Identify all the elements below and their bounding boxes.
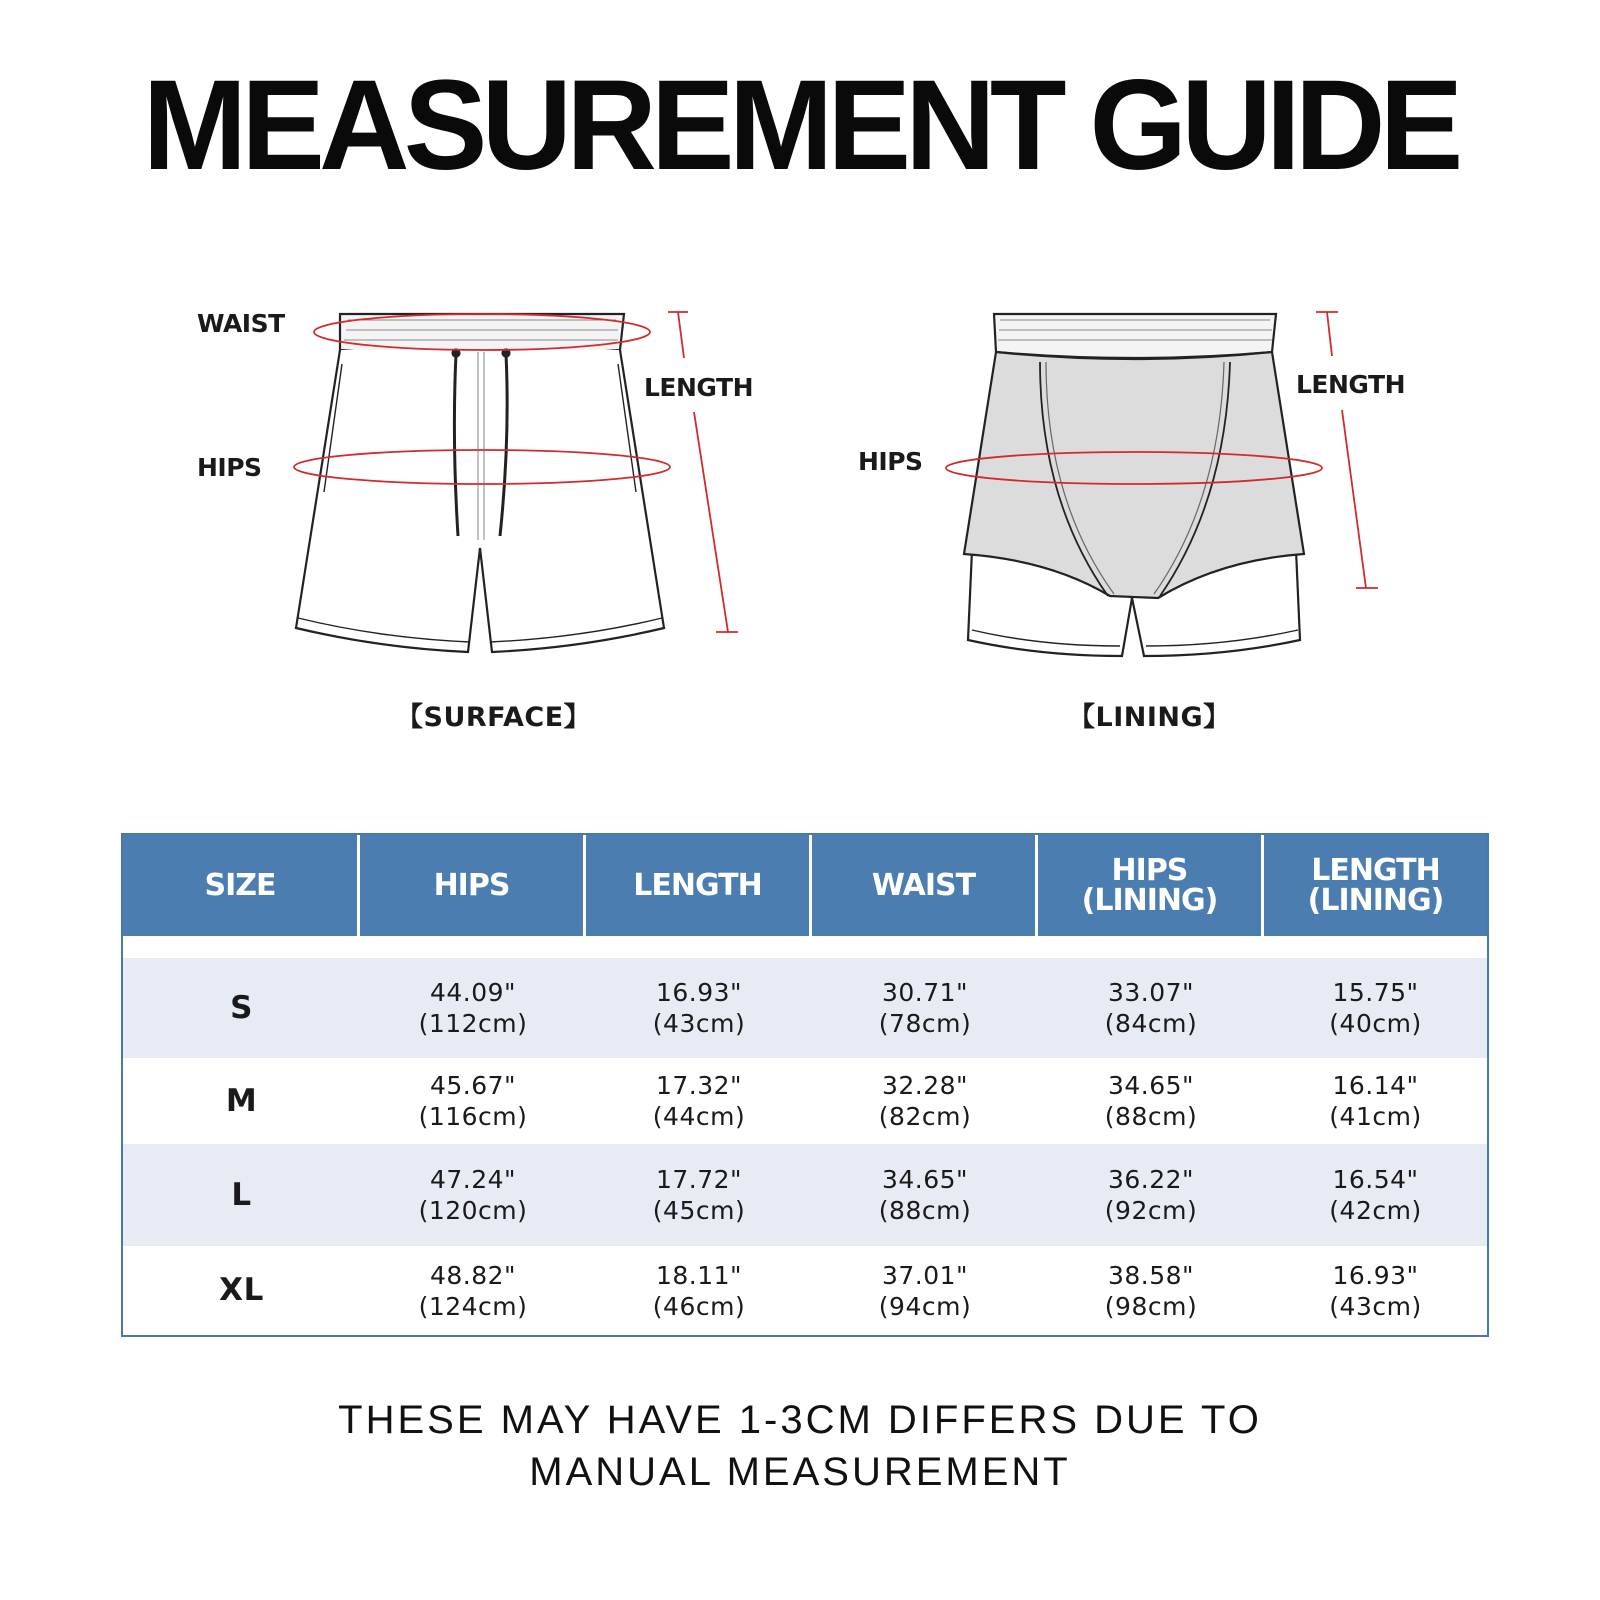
hips-lining-cell: 34.65" (88cm) — [1104, 1071, 1198, 1131]
table-row — [123, 1058, 1487, 1144]
hips-cell: 48.82" (124cm) — [418, 1260, 528, 1321]
header-size: SIZE — [123, 835, 360, 936]
length-lining-cell: 16.54" (42cm) — [1329, 1165, 1422, 1225]
header-length-lining: LENGTH (LINING) — [1307, 852, 1444, 918]
hips-cell: 45.67" (116cm) — [418, 1071, 528, 1131]
header-hips: HIPS — [360, 835, 586, 936]
waist-cell: 34.65" (88cm) — [878, 1165, 972, 1225]
length-cell: 16.93" (43cm) — [652, 978, 746, 1038]
waist-label: WAIST — [197, 309, 285, 338]
waist-cell: 37.01" (94cm) — [878, 1260, 972, 1321]
hips-label: HIPS — [197, 453, 262, 482]
length-lining-cell: 16.14" (41cm) — [1329, 1071, 1422, 1131]
hips-cell: 47.24" (120cm) — [418, 1165, 528, 1225]
length-lining-cell: 15.75" (40cm) — [1329, 978, 1422, 1038]
lining-length-label: LENGTH — [1296, 370, 1405, 399]
shorts-diagram — [0, 280, 1600, 740]
hips-lining-cell: 36.22" (92cm) — [1104, 1165, 1198, 1225]
hips-cell: 44.09" (112cm) — [418, 978, 528, 1038]
disclaimer-line-2: MANUAL MEASUREMENT — [529, 1450, 1071, 1494]
size-cell: L — [231, 1176, 252, 1213]
lining-caption: 【LINING】 — [1068, 702, 1231, 733]
surface-caption: 【SURFACE】 — [396, 702, 592, 733]
length-cell: 18.11" (46cm) — [652, 1260, 746, 1321]
table-row — [123, 958, 1487, 1058]
header-waist: WAIST — [812, 835, 1038, 936]
table-row — [123, 1144, 1487, 1246]
length-cell: 17.32" (44cm) — [652, 1071, 746, 1131]
table-row — [123, 1246, 1487, 1335]
table-header-row — [123, 835, 1487, 936]
lining-shorts-illustration — [964, 314, 1304, 656]
header-hips-lining: HIPS (LINING) — [1038, 835, 1264, 936]
measurement-disclaimer — [0, 1394, 1600, 1498]
page-title: MEASUREMENT GUIDE — [142, 54, 1458, 197]
size-cell: XL — [219, 1272, 264, 1308]
size-cell: M — [225, 1082, 258, 1119]
lining-hips-label: HIPS — [858, 447, 923, 476]
length-lining-cell: 16.93" (43cm) — [1329, 1260, 1422, 1321]
disclaimer-line-1: THESE MAY HAVE 1-3CM DIFFERS DUE TO — [338, 1398, 1262, 1442]
waist-cell: 32.28" (82cm) — [878, 1071, 972, 1131]
size-chart-table — [121, 833, 1489, 1337]
hips-lining-cell: 38.58" (98cm) — [1104, 1260, 1198, 1321]
size-cell: S — [230, 989, 253, 1026]
length-cell: 17.72" (45cm) — [652, 1165, 746, 1225]
length-label: LENGTH — [644, 373, 753, 402]
waist-cell: 30.71" (78cm) — [878, 978, 972, 1038]
hips-lining-cell: 33.07" (84cm) — [1104, 978, 1198, 1038]
header-length: LENGTH — [586, 835, 812, 936]
surface-shorts-illustration — [296, 314, 664, 652]
